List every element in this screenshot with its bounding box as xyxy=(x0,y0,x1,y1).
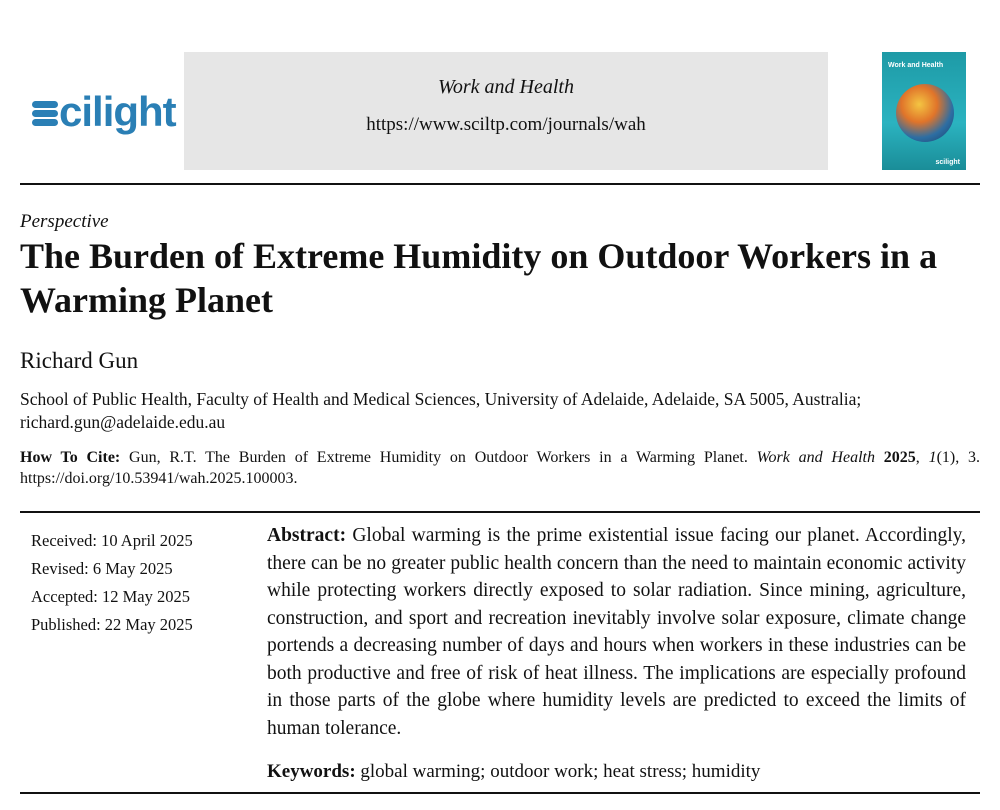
globe-icon xyxy=(896,84,954,142)
cover-brand: scilight xyxy=(935,159,960,166)
publisher-logo[interactable] xyxy=(32,88,176,136)
date-published: Published: 22 May 2025 xyxy=(31,615,193,634)
date-received: Received: 10 April 2025 xyxy=(31,531,193,550)
section-divider xyxy=(20,511,980,513)
cite-sep-1 xyxy=(875,449,884,466)
article-dates xyxy=(31,527,193,639)
footer-divider xyxy=(20,792,980,794)
journal-name[interactable]: Work and Health xyxy=(438,76,574,98)
cite-year: 2025 xyxy=(883,449,916,466)
abstract-label: Abstract: xyxy=(267,525,347,546)
author-name: Richard Gun xyxy=(20,348,139,373)
journal-cover-image[interactable] xyxy=(882,52,966,170)
date-accepted: Accepted: 12 May 2025 xyxy=(31,587,190,606)
abstract-text: Global warming is the prime existential issue facing our planet. Accordingly, there can be no greater public health concern than the need to maintain economic activity while protecting workers directly exposed to solar radiation. Since mining, agriculture, construction, and sport and recreation inevitably involve solar exposure, climate change portends a decreasing number of days and hours when workers in these industries can be both productive and free of risk of heat illness. The implications are especially profound in those parts of the globe where humidity levels are predicted to exceed the limits of human tolerance. xyxy=(267,525,966,739)
cite-issue-pages: (1), 3. xyxy=(936,449,981,466)
header-divider xyxy=(20,183,980,185)
logo-wordmark: cilight xyxy=(59,88,176,135)
author-affiliation: School of Public Health, Faculty of Health and Medical Sciences, University of Adelaide, Adelaide, SA 5005, Australia; richard.gun@adelaide.edu.au xyxy=(20,389,862,432)
cite-text: Gun, R.T. The Burden of Extreme Humidity on Outdoor Workers in a Warming Planet. xyxy=(120,449,757,466)
logo-s-icon xyxy=(32,98,58,128)
doi-link[interactable]: https://doi.org/10.53941/wah.2025.100003. xyxy=(20,470,298,487)
cite-label: How To Cite: xyxy=(20,449,121,466)
journal-header-box xyxy=(184,52,828,170)
date-revised: Revised: 6 May 2025 xyxy=(31,559,173,578)
cite-journal: Work and Health xyxy=(756,449,875,466)
cover-title: Work and Health xyxy=(888,62,944,69)
keywords xyxy=(267,761,966,783)
cite-sep-2: , xyxy=(915,449,929,466)
keywords-label: Keywords: xyxy=(267,761,356,782)
how-to-cite xyxy=(20,447,980,489)
cite-volume: 1 xyxy=(928,449,937,466)
abstract xyxy=(267,522,966,742)
article-title: The Burden of Extreme Humidity on Outdoor Workers in a Warming Planet xyxy=(20,236,938,320)
keywords-text: global warming; outdoor work; heat stress; humidity xyxy=(355,761,761,782)
journal-url-link[interactable]: https://www.sciltp.com/journals/wah xyxy=(366,114,646,135)
article-type: Perspective xyxy=(20,211,109,232)
